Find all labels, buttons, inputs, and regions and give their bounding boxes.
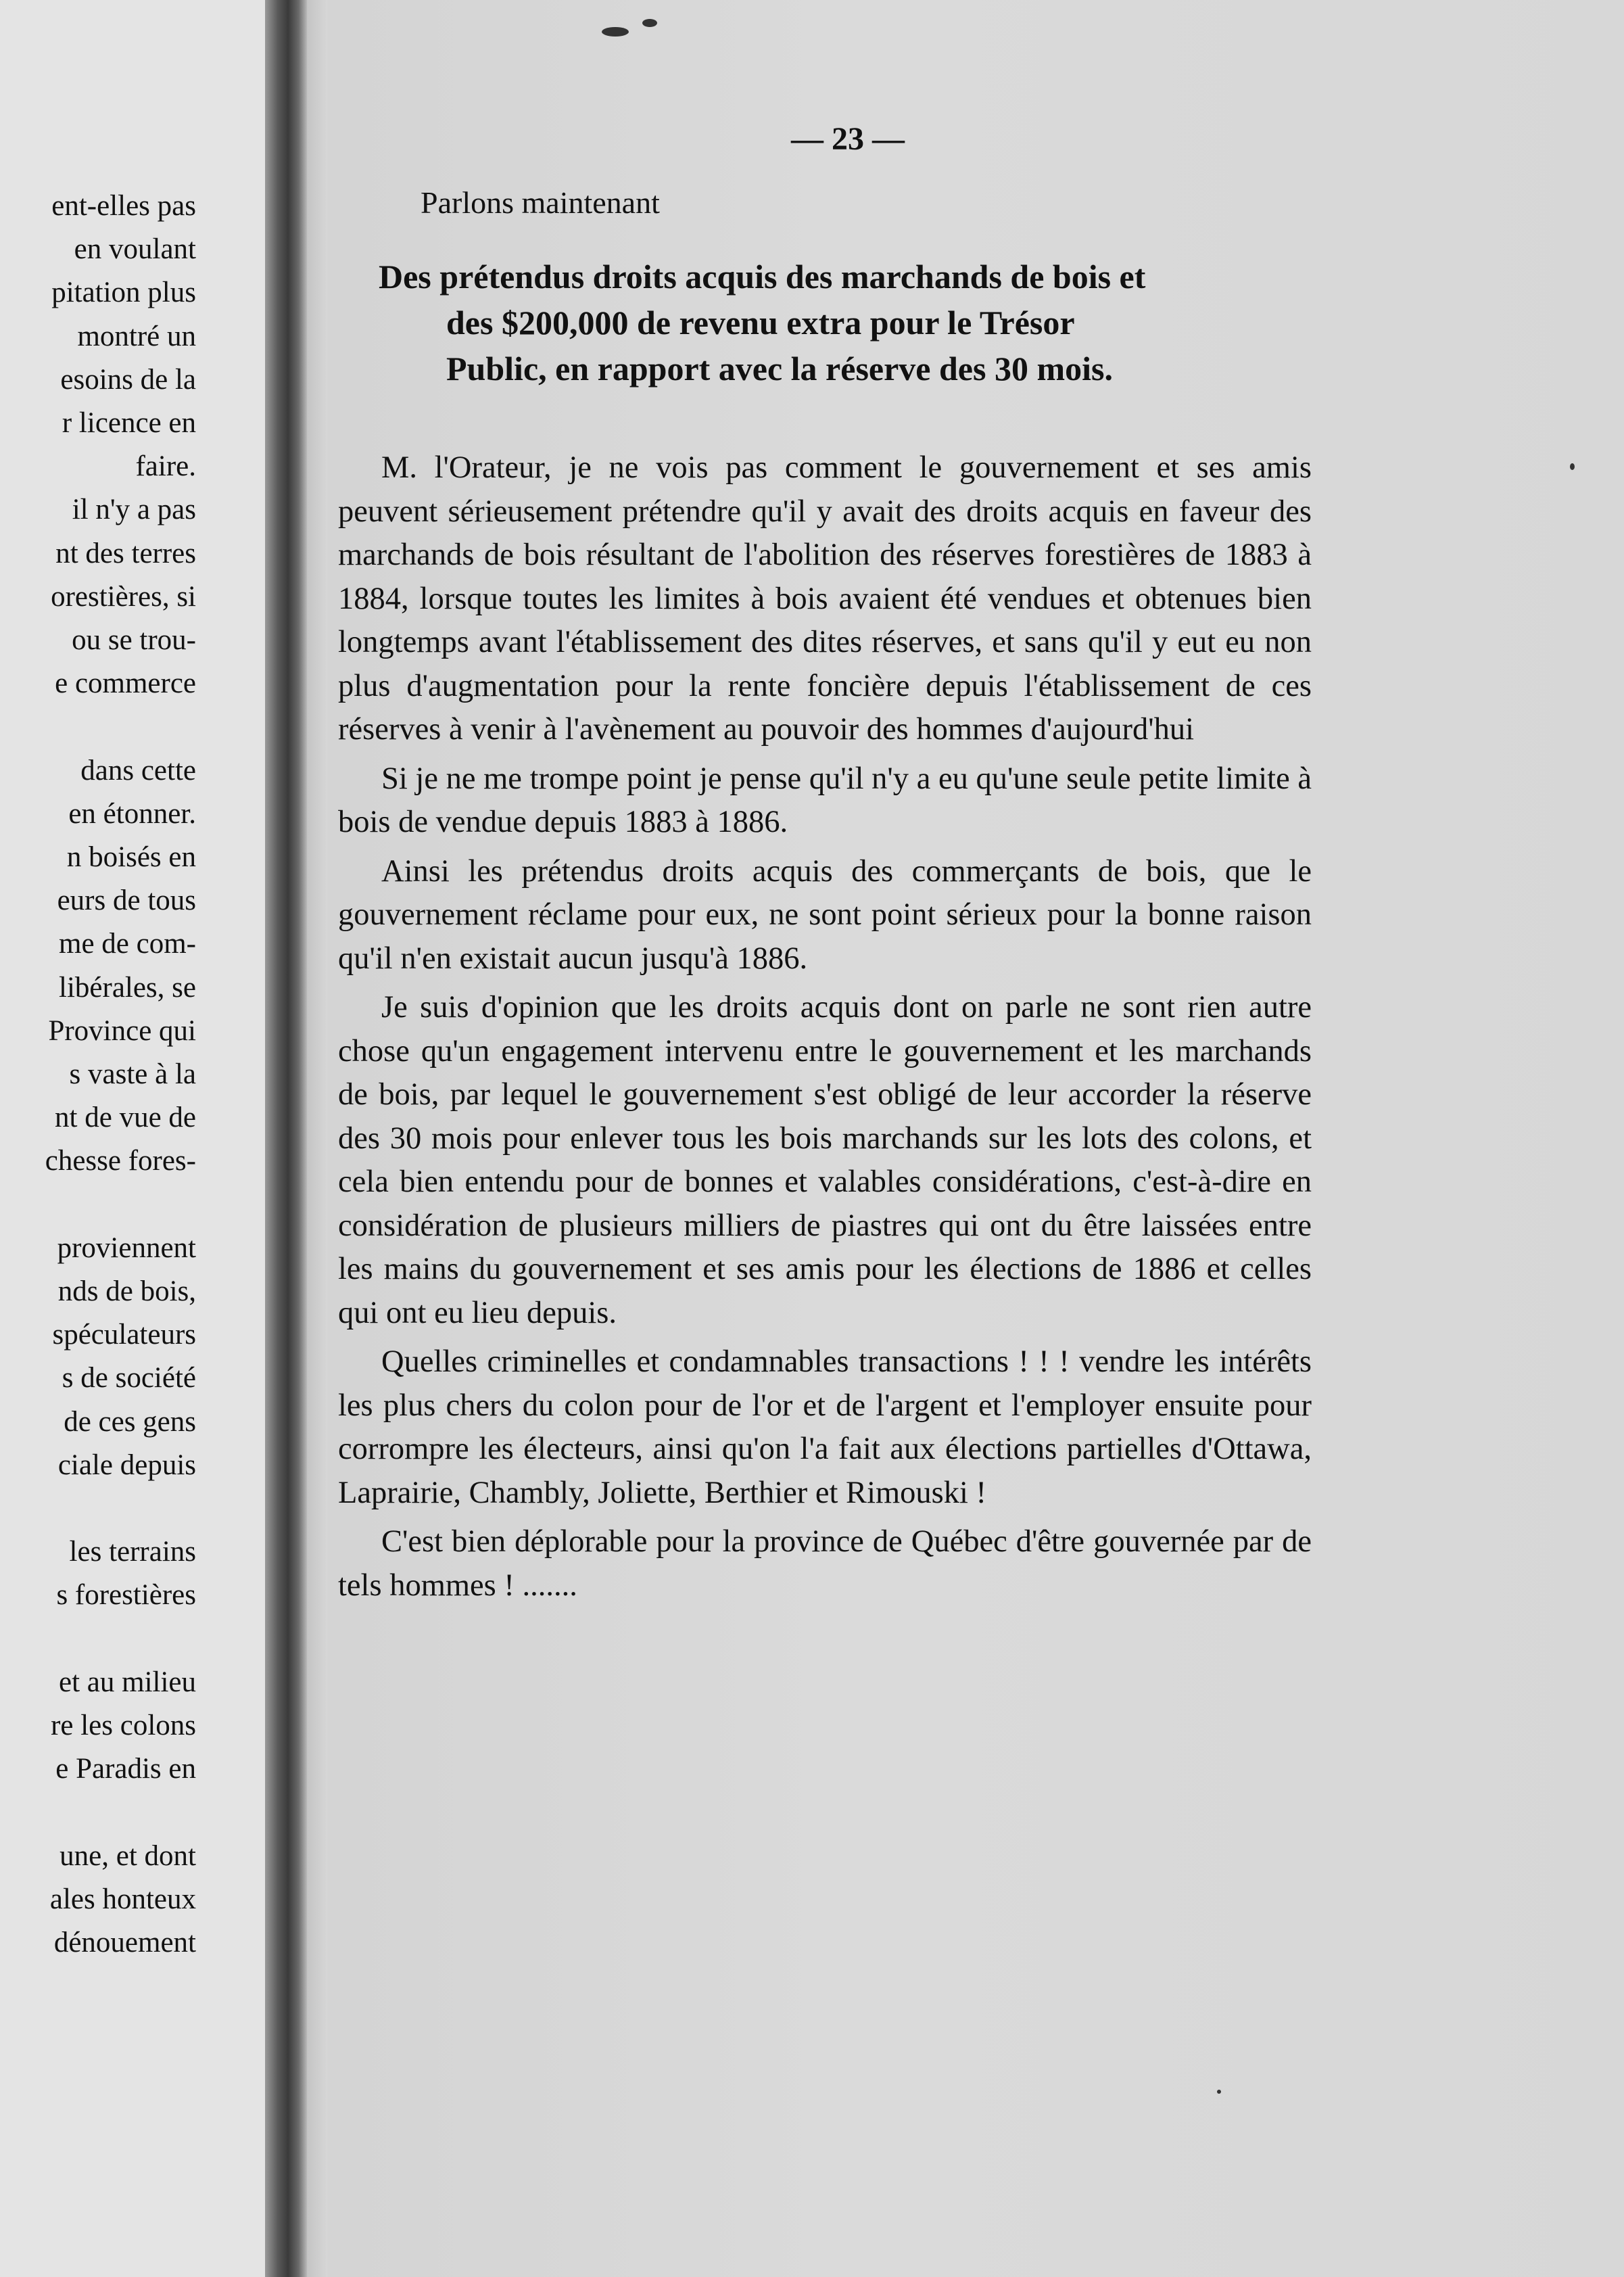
left-page-line: s vaste à la (69, 1058, 196, 1090)
left-facing-page (0, 0, 270, 2277)
left-page-line: re les colons (51, 1710, 196, 1741)
left-page-line: r licence en (62, 407, 196, 439)
left-page-line: libérales, se (59, 971, 196, 1004)
left-page-line: spéculateurs (52, 1319, 196, 1351)
left-page-line: faire. (135, 450, 196, 483)
heading-line: Public, en rapport avec la réserve des 30 mois. (446, 350, 1113, 388)
left-page-line: pitation plus (51, 277, 196, 309)
heading-line: des $200,000 de revenu extra pour le Trésor (446, 304, 1075, 342)
left-page-line: dans cette (80, 754, 196, 787)
left-page-line: une, et dont (59, 1839, 196, 1872)
left-page-line: proviennent (57, 1231, 196, 1264)
paragraph: C'est bien déplorable pour la province de Québec d'être gouvernée par de tels hommes ! ....... (338, 1524, 1312, 1603)
page-number: — 23 — (791, 121, 905, 157)
paragraph: Quelles criminelles et condamnables transactions ! ! ! vendre les intérêts les plus chers du colon pour de l'or et de l'argent et l'employer ensuite pour corrompre les électeurs, ainsi qu'on l'a fait aux élections partielles d'Ottawa, Laprairie, Chambly, Joliette, Berthier et Rimouski ! (338, 1344, 1312, 1510)
left-page-line: nt de vue de (55, 1102, 196, 1134)
paragraph: M. l'Orateur, je ne vois pas comment le gouvernement et ses amis peuvent sérieusement prétendre qu'il y avait des droits acquis en faveur des marchands de bois résultant de l'abolition des réserves forestières de 1883 à 1884, lorsque toutes les limites à bois avaient été vendues et obtenues bien longtemps avant l'établissement des dites réserves, et sans qu'il y eut eu non plus d'augmentation pour la rente foncière depuis l'établissement de ces réserves à venir à l'avènement au pouvoir des hommes d'aujourd'hui (338, 450, 1312, 747)
book-gutter (265, 0, 307, 2277)
left-page-line: en voulant (74, 233, 196, 266)
body-text (338, 446, 1312, 1613)
left-page-line: n boisés en (66, 841, 196, 873)
left-page-line: e Paradis en (55, 1753, 196, 1785)
left-page-line: nds de bois, (57, 1275, 196, 1307)
left-page-line: ciale depuis (57, 1449, 196, 1481)
left-page-line: dénouement (53, 1927, 196, 1958)
left-page-line: les terrains (69, 1536, 196, 1568)
left-page-line: il n'y a pas (72, 494, 196, 526)
left-page-line: orestières, si (51, 580, 196, 613)
ink-speck (602, 27, 629, 37)
heading-line: Des prétendus droits acquis des marchands de bois et (379, 258, 1146, 296)
ink-speck (642, 19, 657, 27)
paragraph: Si je ne me trompe point je pense qu'il n'y a eu qu'une seule petite limite à bois de vendue depuis 1883 à 1886. (338, 761, 1312, 839)
left-page-line: chesse fores- (45, 1145, 196, 1177)
left-page-line: s forestières (56, 1579, 196, 1612)
left-page-line: ent-elles pas (51, 190, 196, 222)
left-page-line: de ces gens (64, 1405, 196, 1438)
left-page-line: esoins de la (60, 363, 196, 396)
left-page-line: nt des terres (55, 537, 196, 569)
left-page-line: eurs de tous (57, 885, 196, 917)
intro-line: Parlons maintenant (421, 185, 660, 220)
left-page-line: e commerce (55, 667, 196, 700)
left-page-line: en étonner. (68, 797, 196, 830)
ink-speck (1217, 2090, 1221, 2094)
left-page-line: Province qui (48, 1014, 196, 1047)
ink-speck (1570, 463, 1575, 470)
left-page-line: ales honteux (49, 1883, 196, 1915)
paragraph: Ainsi les prétendus droits acquis des commerçants de bois, que le gouvernement réclame pour eux, ne sont point sérieux pour la bonne raison qu'il n'en existait aucun jusqu'à 1886. (338, 853, 1312, 976)
left-page-line: et au milieu (59, 1666, 196, 1698)
page-edge (307, 0, 327, 2277)
left-page-line: s de société (62, 1362, 196, 1394)
left-page-line: me de com- (59, 928, 196, 960)
paragraph: Je suis d'opinion que les droits acquis dont on parle ne sont rien autre chose qu'un engagement intervenu entre le gouvernement et les marchands de bois, par lequel le gouvernement s'est obligé de leur accorder la réserve des 30 mois pour enlever tous les bois marchands sur les lots des colons, et cela bien entendu pour de bonnes et valables considérations, c'est-à-dire en considération de plusieurs milliers de piastres qui ont du être laissées entre les mains du gouvernement et ses amis pour les élections de 1886 et celles qui ont eu lieu depuis. (338, 990, 1312, 1330)
left-page-line: ou se trou- (72, 624, 196, 656)
left-page-line: montré un (77, 320, 196, 352)
